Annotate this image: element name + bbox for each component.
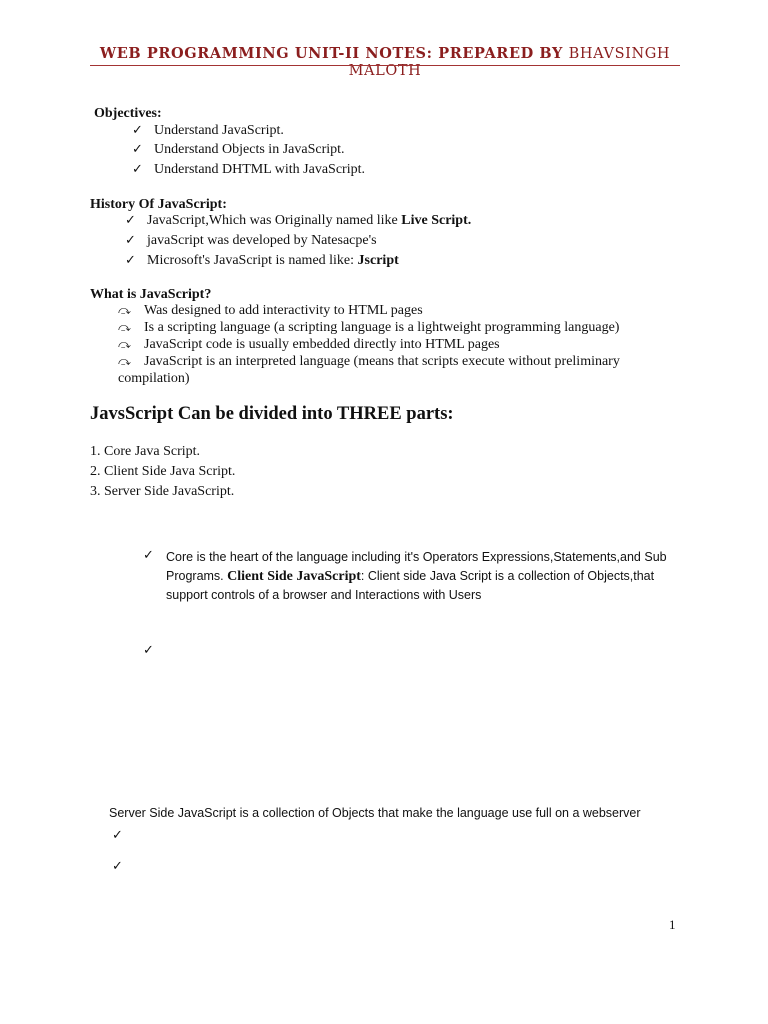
header-title: WEB PROGRAMMING UNIT-II NOTES: PREPARED BY [99, 45, 563, 62]
check-icon: ✓ [143, 548, 154, 563]
list-item: 1. Core Java Script. [90, 444, 201, 459]
what-is-text: Was designed to add interactivity to HTML pages [144, 303, 423, 318]
check-icon: ✓ [125, 213, 136, 228]
list-item [132, 162, 365, 178]
check-icon: ✓ [112, 859, 123, 874]
check-icon: ✓ [143, 643, 154, 658]
check-icon: ✓ [125, 233, 136, 248]
check-icon: ✓ [132, 123, 143, 138]
what-is-text: JavaScript code is usually embedded directly into HTML pages [144, 337, 500, 352]
what-is-heading: What is JavaScript? [90, 287, 212, 302]
core-line-3: support controls of a browser and Interactions with Users [166, 588, 482, 602]
list-item [118, 354, 620, 370]
core-text: : Client side Java Script is a collection of Objects,that [360, 569, 655, 583]
history-text: JavaScript,Which was Originally named like [147, 213, 402, 228]
history-bold: Live Script. [401, 213, 472, 228]
what-is-text-continued: compilation) [118, 371, 190, 386]
list-item [118, 320, 619, 336]
client-side-heading: Client Side JavaScript [227, 569, 361, 584]
history-bold: Jscript [357, 253, 399, 268]
list-item: 3. Server Side JavaScript. [90, 484, 235, 499]
check-icon: ✓ [125, 253, 136, 268]
history-text: Microsoft's JavaScript is named like: [147, 253, 358, 268]
server-side-text: Server Side JavaScript is a collection of Objects that make the language use full on a webserver [109, 806, 641, 820]
pointer-icon: ⤼ [118, 354, 131, 368]
core-line-1: Core is the heart of the language including it's Operators Expressions,Statements,and Sub [166, 550, 667, 564]
pointer-icon: ⤼ [118, 337, 131, 351]
list-item: 2. Client Side Java Script. [90, 464, 236, 479]
list-item [132, 123, 284, 139]
check-icon: ✓ [112, 828, 123, 843]
objectives-heading: Objectives: [94, 106, 162, 121]
pointer-icon: ⤼ [118, 303, 131, 317]
list-item [125, 253, 399, 269]
list-item [118, 303, 423, 319]
header-author: BHAVSINGH MALOTH [348, 46, 671, 79]
page-header [90, 45, 680, 79]
check-icon: ✓ [132, 142, 143, 157]
pointer-icon: ⤼ [118, 320, 131, 334]
objective-text: Understand Objects in JavaScript. [154, 142, 345, 157]
page-number: 1 [669, 917, 676, 932]
what-is-text: JavaScript is an interpreted language (means that scripts execute without preliminary [144, 354, 620, 369]
objective-text: Understand JavaScript. [154, 123, 284, 138]
check-icon: ✓ [132, 162, 143, 177]
objective-text: Understand DHTML with JavaScript. [154, 162, 365, 177]
core-text: Programs. [166, 569, 228, 583]
list-item [132, 142, 345, 158]
list-item [118, 337, 500, 353]
what-is-text: Is a scripting language (a scripting language is a lightweight programming language) [144, 320, 620, 335]
history-text: javaScript was developed by Natesacpe's [147, 233, 377, 248]
history-heading: History Of JavaScript: [90, 197, 227, 212]
list-item [125, 213, 471, 229]
parts-heading: JavsScript Can be divided into THREE parts: [90, 404, 454, 424]
core-line-2 [166, 567, 654, 586]
header-divider [90, 65, 680, 66]
list-item [125, 233, 377, 249]
